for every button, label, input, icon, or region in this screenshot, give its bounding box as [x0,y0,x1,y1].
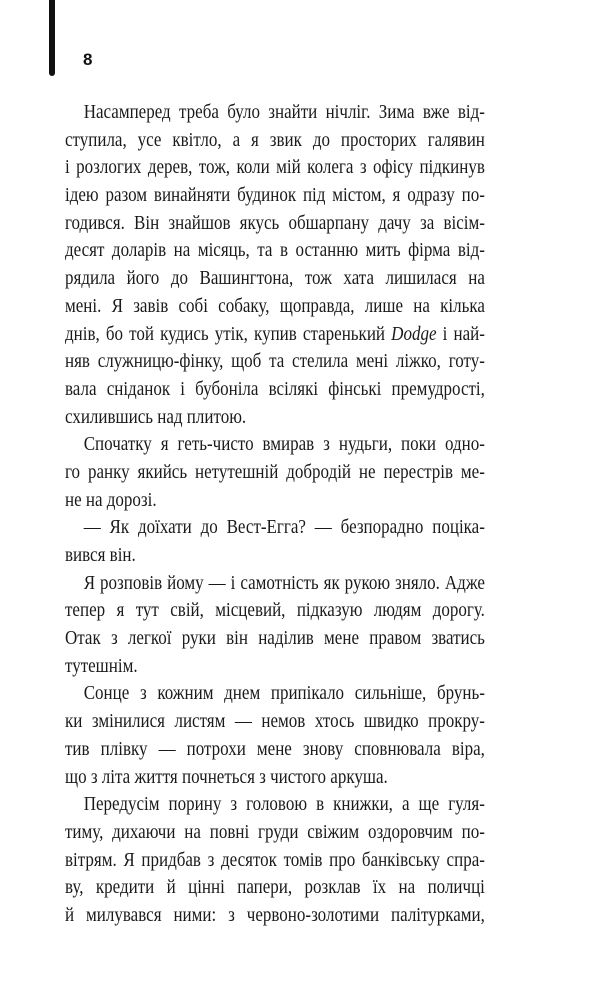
text-segment: няв служницю-фінку, щоб та стелила мені ліжко, готу- [65,350,485,373]
text-segment: ву, кредити й цінні папери, розклав їх на поличці [65,876,485,899]
text-segment: вітрям. Я придбав з десяток томів про банківську спра- [65,848,485,871]
text-segment: ки змінилися листям — немов хтось швидко прокру- [65,710,485,733]
text-line [65,404,485,432]
text-segment: Спочатку я геть-чисто вмирав з нудьги, поки одно- [83,433,485,456]
text-line [65,348,485,376]
text-line [65,321,485,349]
text-line [65,819,485,847]
text-segment: годився. Він знайшов якусь обшарпану дачу за вісім- [65,211,485,234]
text-line [65,459,485,487]
text-segment: Отак з легкої руки він наділив мене правом зватись [65,627,485,650]
text-line [65,570,485,598]
text-line [65,874,485,902]
text-line [65,210,485,238]
text-segment: і най- [436,322,485,345]
italic-text: Dodge [391,322,437,345]
text-line [65,487,485,515]
text-line [65,597,485,625]
page-number: 8 [83,50,93,69]
text-line [65,99,485,127]
text-segment: Сонце з кожним днем припікало сильніше, брунь- [83,682,485,705]
text-segment: рядила його до Вашингтона, тож хата лишилася на [65,267,485,290]
text-line [65,847,485,875]
text-segment: не на дорозі. [65,488,157,511]
text-segment: Я розповів йому — і самотність як рукою зняло. Адже [83,571,485,594]
text-segment: днів, бо той кудись утік, купив старенький [65,322,392,345]
text-line [65,514,485,542]
text-line [65,902,485,930]
text-line [65,736,485,764]
text-segment: вала сніданок і бубоніла всілякі фінські премудрості, [65,377,485,400]
text-segment: мені. Я завів собі собаку, щоправда, лише на кілька [65,294,485,317]
text-segment: схилившись над плитою. [65,405,247,428]
text-line [65,764,485,792]
text-segment: го ранку якийсь нетутешній добродій не перестрів ме- [65,460,485,483]
text-segment: й милувався ними: з червоно-золотими палітурками, [65,903,485,926]
text-segment: — Як доїхати до Вест-Егга? — безпорадно поціка- [83,516,485,539]
body-text [65,99,485,930]
text-segment: вився він. [65,544,136,566]
text-line [65,791,485,819]
text-line [65,653,485,681]
text-segment: що з літа життя почнеться з чистого аркуша. [65,765,388,788]
text-line [65,293,485,321]
text-line [65,265,485,293]
text-segment: тив плівку — потрохи мене знову сповнювала віра, [65,737,485,760]
text-segment: Передусім порину з головою в книжки, а ще гуля- [83,793,485,816]
text-line [65,542,485,570]
text-segment: Насамперед треба було знайти нічліг. Зима вже від- [83,101,485,123]
text-segment: тиму, дихаючи на повні груди свіжим оздоровчим по- [65,820,485,843]
text-line [65,431,485,459]
text-line [65,708,485,736]
text-line [65,625,485,653]
text-segment: і розлогих дерев, тож, коли мій колега з офісу підкинув [65,156,485,179]
text-line [65,127,485,155]
text-segment: тепер я тут свій, місцевий, підказую людям дорогу. [65,599,485,622]
text-line [65,237,485,265]
text-line [65,680,485,708]
text-segment: ступила, усе квітло, а я звик до просторих галявин [65,128,485,151]
page-edge-mark [49,0,55,76]
text-segment: тутешнім. [65,654,138,677]
text-line [65,154,485,182]
text-line [65,376,485,404]
text-segment: десят доларів на місяць, та в останню мить фірма від- [65,239,485,262]
text-line [65,182,485,210]
text-segment: ідею разом винайняти будинок під містом, я одразу по- [65,184,485,207]
